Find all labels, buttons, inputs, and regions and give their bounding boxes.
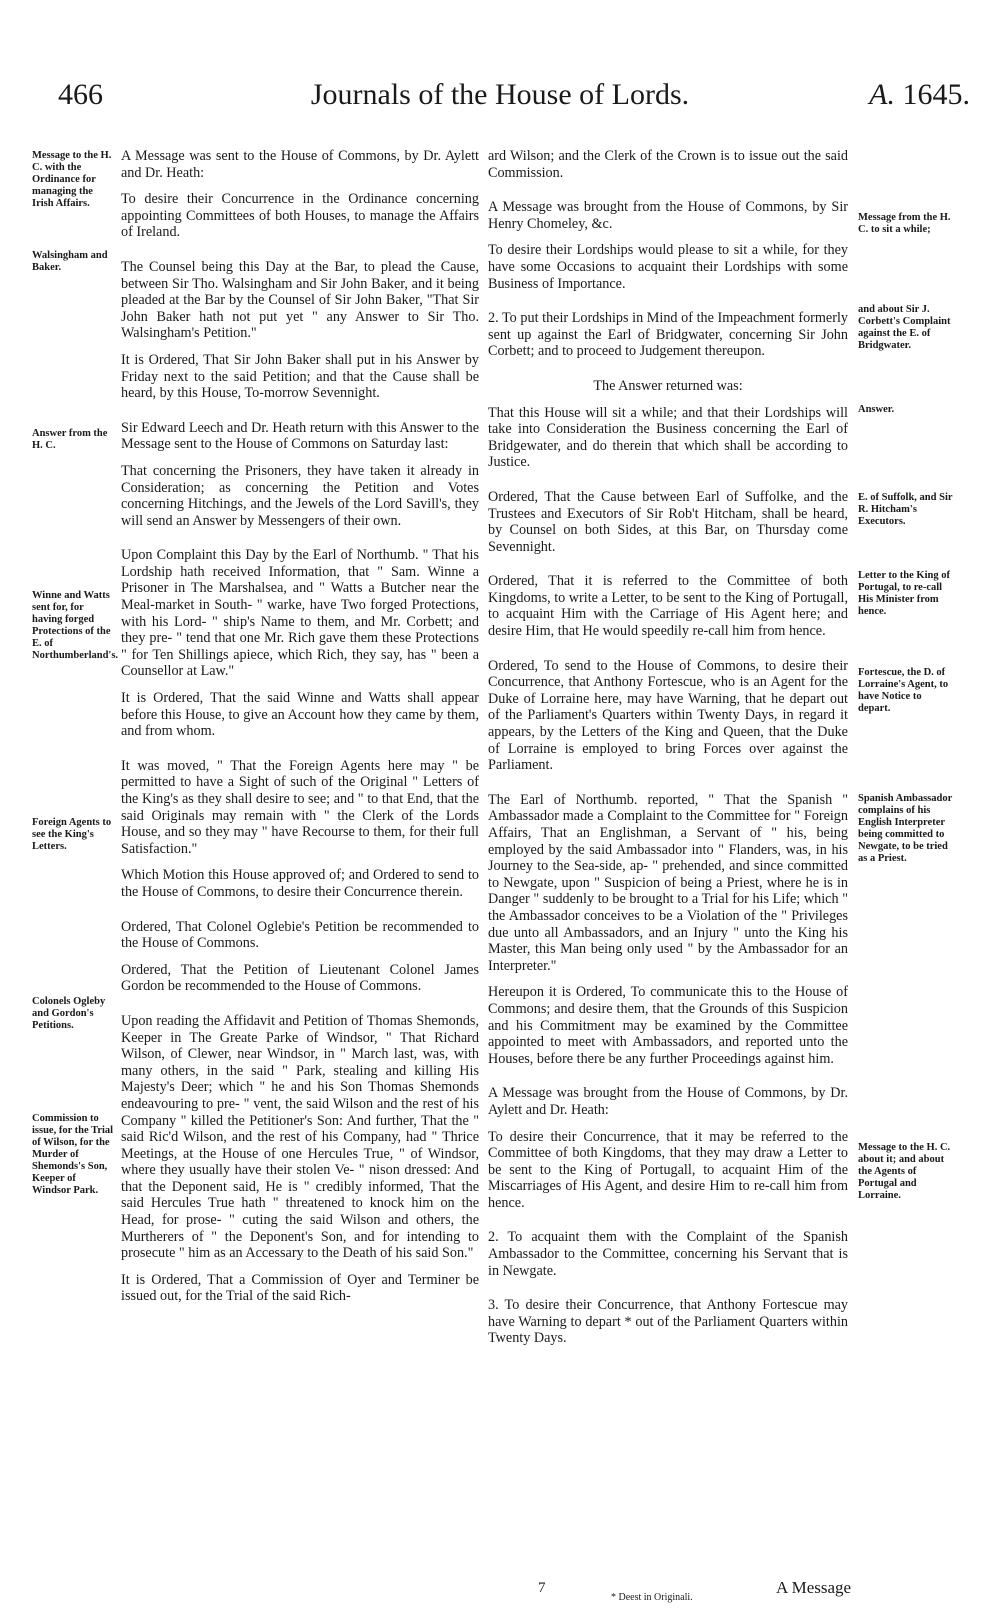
margin-note: Commission to issue, for the Trial of Wilson, for the Murder of Shemonds's Son, Keeper of Windsor Park. bbox=[32, 1113, 114, 1196]
margin-note: Message to the H. C. about it; and about the Agents of Portugal and Lorraine. bbox=[858, 1142, 951, 1201]
paragraph: That concerning the Prisoners, they have taken it already in Consideration; as concerning the Petition and Votes concerning Hitchings, and the Jewels of the Lord Savill's, they will send an Answer by Messengers of their own. bbox=[121, 462, 479, 529]
margin-note: Message to the H. C. with the Ordinance for managing the Irish Affairs. bbox=[32, 150, 112, 209]
paragraph: Ordered, That the Petition of Lieutenant Colonel James Gordon be recommended to the House of Commons. bbox=[121, 961, 479, 995]
left-column bbox=[121, 148, 479, 1305]
margin-note: Walsingham and Baker. bbox=[32, 250, 108, 273]
paragraph: The Counsel being this Day at the Bar, to plead the Cause, between Sir Tho. Walsingham and Sir John Baker, and it being pleaded at the Bar by the Counsel of Sir John Baker, "That Sir John Baker hath not put yet " any Answer to Sir Tho. Walsingham's Petition." bbox=[121, 258, 479, 342]
year-number: 1645. bbox=[902, 78, 970, 111]
catchword: A Message bbox=[776, 1578, 852, 1597]
signature-mark: 7 bbox=[538, 1580, 546, 1596]
right-column bbox=[488, 148, 848, 1347]
paragraph: The Answer returned was: bbox=[593, 377, 743, 394]
margin-note: Letter to the King of Portugal, to re-call His Minister from hence. bbox=[858, 570, 950, 617]
paragraph: Sir Edward Leech and Dr. Heath return with this Answer to the Message sent to the House of Commons on Saturday last: bbox=[121, 419, 479, 453]
paragraph: To desire their Concurrence in the Ordinance concerning appointing Committees of both Houses, to manage the Affairs of Ireland. bbox=[121, 191, 479, 241]
paragraph: Ordered, To send to the House of Commons, to desire their Concurrence, that Anthony Fortescue, who is an Agent for the Duke of Lorraine here, may have Warning, that he depart out of the Parliament's Quarters within Twenty Days, in regard it appears, by the Letters of the King and Queen, that the Duke of Lorraine is employed to bring Forces over against the Parliament. bbox=[488, 657, 848, 774]
paragraph: A Message was brought from the House of Commons, by Sir Henry Chomeley, &c. bbox=[488, 199, 848, 232]
paragraph: Hereupon it is Ordered, To communicate this to the House of Commons; and desire them, that the Grounds of this Suspicion and his Commitment may be examined by the Committee appointed to meet with Ambassadors, and reported unto the Houses, before there be any further Proceedings against him. bbox=[488, 984, 848, 1067]
margin-note: Answer. bbox=[858, 404, 895, 415]
margin-note: Message from the H. C. to sit a while; bbox=[858, 212, 951, 235]
margin-note: Winne and Watts sent for, for having forged Protections of the E. of Northumberland's. bbox=[32, 590, 119, 661]
paragraph: It is Ordered, That a Commission of Oyer and Terminer be issued out, for the Trial of the said Rich- bbox=[121, 1271, 479, 1305]
paragraph: 2. To acquaint them with the Complaint of the Spanish Ambassador to the Committee, concerning his Servant that is in Newgate. bbox=[488, 1229, 848, 1279]
margin-note: E. of Suffolk, and Sir R. Hitcham's Executors. bbox=[858, 492, 953, 527]
paragraph: Which Motion this House approved of; and Ordered to send to the House of Commons, to desire their Concurrence therein. bbox=[121, 867, 479, 900]
paragraph: 3. To desire their Concurrence, that Anthony Fortescue may have Warning to depart * out of the Parliament Quarters within Twenty Days. bbox=[488, 1297, 848, 1347]
page-header bbox=[30, 78, 970, 128]
paragraph: Upon Complaint this Day by the Earl of Northumb. " That his Lordship hath received Information, that " Sam. Winne a Prisoner in The Marshalsea, and " Watts a Butcher near the Meal-market in South- " warke, have Two forged Protections, with his Lord- " ship's Name to them, and Mr. Corbett; and they pre- " tend that one Mr. Rich gave them these Protections " for Ten Shillings apiece, which Rich, they say, has " been a Counsellor at Law." bbox=[121, 547, 479, 680]
paragraph: Ordered, That the Cause between Earl of Suffolke, and the Trustees and Executors of Sir Rob't Hitcham, shall be heard, by Counsel on both Sides, at this Bar, on Thursday come Sevennight. bbox=[488, 488, 848, 555]
margin-note: Foreign Agents to see the King's Letters. bbox=[32, 817, 112, 852]
paragraph: Ordered, That Colonel Oglebie's Petition be recommended to the House of Commons. bbox=[121, 918, 479, 952]
paragraph: ard Wilson; and the Clerk of the Crown is to issue out the said Commission. bbox=[488, 148, 848, 181]
page-year bbox=[869, 78, 970, 112]
paragraph: It is Ordered, That Sir John Baker shall put in his Answer by Friday next to the said Petition; and that the Cause shall be heard, by this House, To-morrow Sevennight. bbox=[121, 351, 479, 402]
paragraph: The Earl of Northumb. reported, " That the Spanish " Ambassador made a Complaint to the Committee for " Foreign Affairs, That an Englishman, a Servant of " his, being employed by the said Ambassador into " Flanders, was, in his Journey to the Sea-side, ap- " prehended, and since committed to Newgate, upon " Suspicion of being a Priest, where he is in Danger " suddenly to be brought to a Trial for his Life; which " the Ambassador conceives to be a Violation of the " Privileges due unto all Ambassadors, and an Injury " unto the King his Master, this Man being only used " by the Ambassador for an Interpreter." bbox=[488, 791, 848, 974]
paragraph: A Message was brought from the House of Commons, by Dr. Aylett and Dr. Heath: bbox=[488, 1085, 848, 1118]
paragraph: To desire their Concurrence, that it may be referred to the Committee of both Kingdoms, that they may draw a Letter to be sent to the King of Portugall, to acquaint Him of the Miscarriages of His Agent, and desire Him to re-call him from hence. bbox=[488, 1128, 848, 1211]
footnote: * Deest in Originali. bbox=[611, 1592, 693, 1603]
margin-note: Colonels Ogleby and Gordon's Petitions. bbox=[32, 996, 106, 1031]
margin-note: and about Sir J. Corbett's Complaint against the E. of Bridgwater. bbox=[858, 304, 951, 351]
margin-note: Fortescue, the D. of Lorraine's Agent, to have Notice to depart. bbox=[858, 667, 949, 714]
page-title: Journals of the House of Lords. bbox=[310, 78, 690, 111]
margin-note: Answer from the H. C. bbox=[32, 428, 108, 451]
paragraph: A Message was sent to the House of Commons, by Dr. Aylett and Dr. Heath: bbox=[121, 148, 479, 181]
paragraph: Ordered, That it is referred to the Committee of both Kingdoms, to write a Letter, to be sent to the King of Portugall, to acquaint Him with the Carriage of His Agent here; and desire Him, that He would speedily re-call him from hence. bbox=[488, 573, 848, 640]
paragraph: To desire their Lordships would please to sit a while, for they have some Occasions to acquaint their Lordships with some Business of Importance. bbox=[488, 242, 848, 292]
paragraph: Upon reading the Affidavit and Petition of Thomas Shemonds, Keeper in The Greate Parke of Windsor, " That Richard Wilson, of Clewer, near Windsor, in " March last, was, with many others, in the said " Park, stealing and killing His Majesty's Deer; which " he and his Son Thomas Shemonds endeavouring to pre- " vent, the said Wilson and the rest of his Company " killed the Petitioner's Son: And further, That the " said Ric'd Wilson, and the rest of his Company, had " Thrice Meetings, at the House of one Hercules True, " of Windsor, where they usually have their stolen Ve- " nison dressed: And that the Deponent said, He is " credibly informed, That the said Hercules True hath " threatened to knock him on the Head, for prose- " cuting the said Wilson and others, the Murtherers of " the Deponent's Son, and for intending to prosecute " him as an Accessary to the Death of his said Son." bbox=[121, 1012, 479, 1262]
paragraph: It was moved, " That the Foreign Agents here may " be permitted to have a Sight of such of the Original " Letters of the King's as they shall desire to see; and " to that End, that the said Originals may remain with " the Clerk of the Lords House, and so they may " have Recourse to them, for their full Satisfaction." bbox=[121, 757, 479, 857]
margin-note: Spanish Ambassador complains of his English Interpreter being committed to Newgate, to be tried as a Priest. bbox=[858, 793, 953, 864]
paragraph: It is Ordered, That the said Winne and Watts shall appear before this House, to give an Account how they came by them, and from whom. bbox=[121, 690, 479, 740]
page-number: 466 bbox=[58, 78, 103, 111]
year-prefix: A. bbox=[869, 78, 895, 111]
paragraph: 2. To put their Lordships in Mind of the Impeachment formerly sent up against the Earl of Bridgwater, concerning Sir John Corbett; and to proceed to Judgement thereupon. bbox=[488, 310, 848, 360]
paragraph: That this House will sit a while; and that their Lordships will take into Consideration the Business concerning the Earl of Bridgewater, and do therein that which shall be according to Justice. bbox=[488, 404, 848, 471]
